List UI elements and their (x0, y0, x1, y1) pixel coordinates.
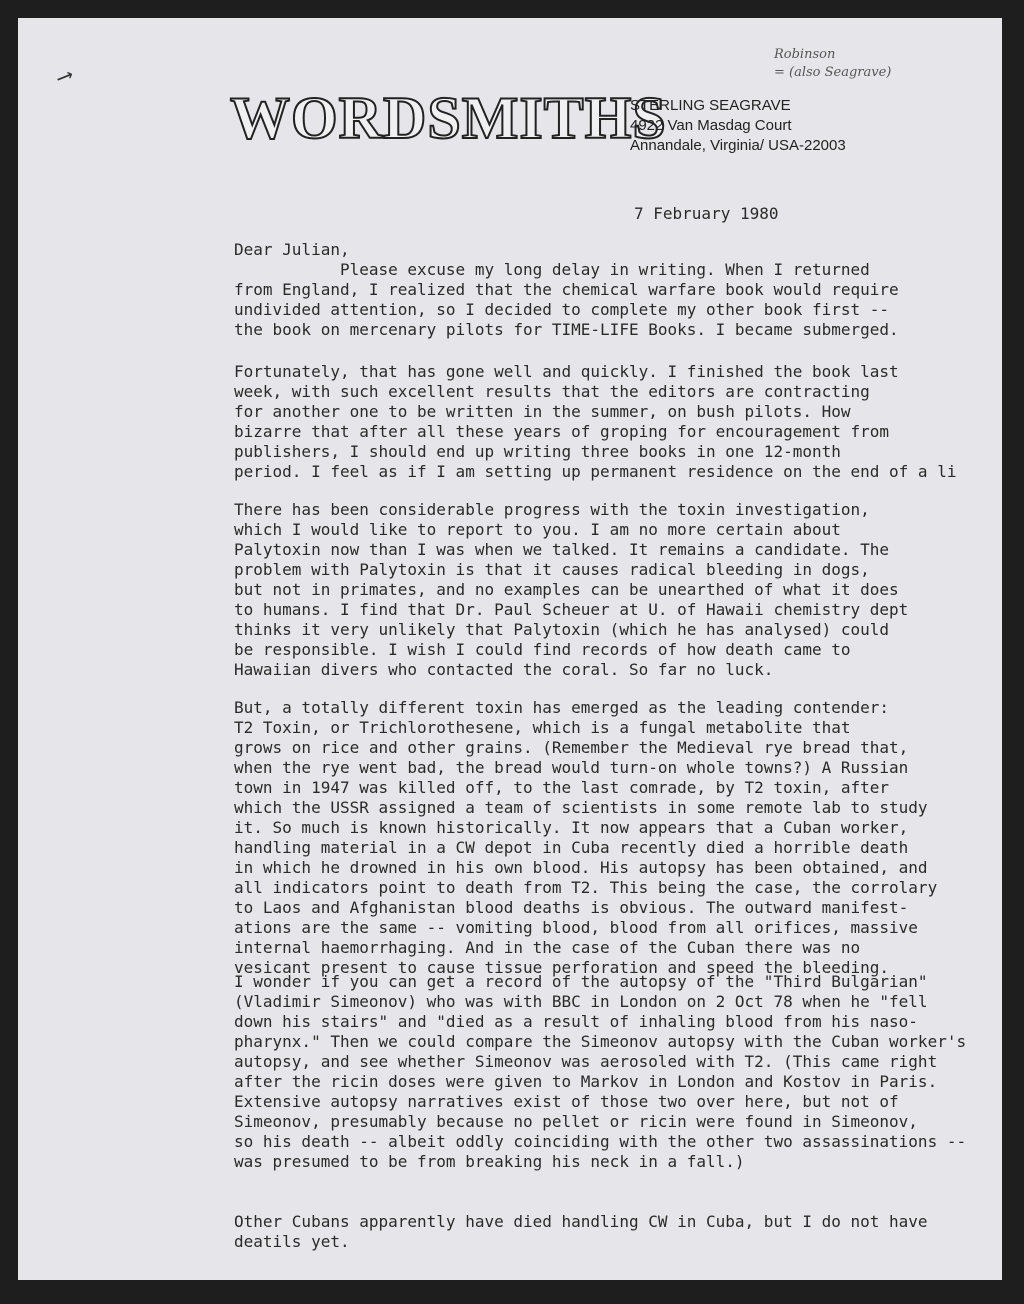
text-line: There has been considerable progress with the toxin investigation, (234, 500, 870, 519)
paragraph-5 (234, 972, 966, 1172)
text-line: autopsy, and see whether Simeonov was aerosoled with T2. (This came right (234, 1052, 938, 1071)
sender-name: STERLING SEAGRAVE (630, 97, 791, 114)
text-line: Other Cubans apparently have died handling CW in Cuba, but I do not have (234, 1212, 928, 1231)
text-line: the book on mercenary pilots for TIME-LIFE Books. I became submerged. (234, 320, 899, 339)
text-line: Hawaiian divers who contacted the coral. So far no luck. (234, 660, 774, 679)
paragraph-3 (234, 500, 908, 680)
text-line: problem with Palytoxin is that it causes radical bleeding in dogs, (234, 560, 870, 579)
text-line: Palytoxin now than I was when we talked. It remains a candidate. The (234, 540, 890, 559)
handwritten-note (774, 46, 891, 82)
text-line: town in 1947 was killed off, to the last comrade, by T2 toxin, after (234, 778, 890, 797)
text-line: (Vladimir Simeonov) who was with BBC in London on 2 Oct 78 when he "fell (234, 992, 928, 1011)
text-line: vesicant present to cause tissue perforation and speed the bleeding. (234, 958, 890, 977)
paragraph-1 (234, 260, 899, 340)
text-line: which I would like to report to you. I am no more certain about (234, 520, 841, 539)
text-line: internal haemorrhaging. And in the case of the Cuban there was no (234, 938, 861, 957)
handwritten-line-2: = (also Seagrave) (774, 65, 892, 80)
text-line: be responsible. I wish I could find records of how death came to (234, 640, 851, 659)
text-line: so his death -- albeit oddly coinciding with the other two assassinations -- (234, 1132, 967, 1151)
text-line: I wonder if you can get a record of the autopsy of the "Third Bulgarian" (234, 972, 928, 991)
paragraph-2 (234, 362, 956, 482)
text-line: after the ricin doses were given to Markov in London and Kostov in Paris. (234, 1072, 938, 1091)
paragraph-6 (234, 1212, 928, 1252)
sender-city: Annandale, Virginia/ USA-22003 (630, 137, 846, 154)
text-line: all indicators point to death from T2. This being the case, the corrolary (234, 878, 938, 897)
salutation: Dear Julian, (234, 240, 350, 259)
sender-street: 4922 Van Masdag Court (630, 117, 792, 134)
handwritten-line-1: Robinson (774, 47, 836, 62)
text-line: was presumed to be from breaking his neck in a fall.) (234, 1152, 745, 1171)
text-line: week, with such excellent results that the editors are contracting (234, 382, 870, 401)
text-line: T2 Toxin, or Trichlorothesene, which is a fungal metabolite that (234, 718, 851, 737)
text-line: Extensive autopsy narratives exist of those two over here, but not of (234, 1092, 899, 1111)
text-line: thinks it very unlikely that Palytoxin (which he has analysed) could (234, 620, 890, 639)
text-line: But, a totally different toxin has emerged as the leading contender: (234, 698, 890, 717)
text-line: for another one to be written in the summer, on bush pilots. How (234, 402, 851, 421)
text-line: it. So much is known historically. It now appears that a Cuban worker, (234, 818, 909, 837)
text-line: deatils yet. (234, 1232, 350, 1251)
text-line: to humans. I find that Dr. Paul Scheuer at U. of Hawaii chemistry dept (234, 600, 909, 619)
text-line: Please excuse my long delay in writing. When I returned (234, 260, 870, 279)
text-line: which the USSR assigned a team of scientists in some remote lab to study (234, 798, 928, 817)
text-line: publishers, I should end up writing three books in one 12-month (234, 442, 841, 461)
text-line: down his stairs" and "died as a result of inhaling blood from his naso- (234, 1012, 918, 1031)
text-line: undivided attention, so I decided to complete my other book first -- (234, 300, 890, 319)
text-line: from England, I realized that the chemical warfare book would require (234, 280, 899, 299)
text-line: when the rye went bad, the bread would turn-on whole towns?) A Russian (234, 758, 909, 777)
letter-page (18, 18, 1002, 1280)
text-line: period. I feel as if I am setting up permanent residence on the end of a li (234, 462, 957, 481)
letterhead-logo: WORDSMITHS (230, 85, 667, 151)
paragraph-4 (234, 698, 937, 978)
text-line: ations are the same -- vomiting blood, blood from all orifices, massive (234, 918, 918, 937)
text-line: but not in primates, and no examples can be unearthed of what it does (234, 580, 899, 599)
letter-date: 7 February 1980 (634, 204, 779, 223)
text-line: Fortunately, that has gone well and quickly. I finished the book last (234, 362, 899, 381)
text-line: to Laos and Afghanistan blood deaths is obvious. The outward manifest- (234, 898, 909, 917)
text-line: grows on rice and other grains. (Remember the Medieval rye bread that, (234, 738, 909, 757)
pen-mark-icon: ⟶ (53, 62, 76, 91)
letterhead-address (630, 96, 846, 156)
text-line: pharynx." Then we could compare the Simeonov autopsy with the Cuban worker's (234, 1032, 967, 1051)
text-line: bizarre that after all these years of groping for encouragement from (234, 422, 890, 441)
text-line: Simeonov, presumably because no pellet or ricin were found in Simeonov, (234, 1112, 918, 1131)
text-line: handling material in a CW depot in Cuba recently died a horrible death (234, 838, 909, 857)
text-line: in which he drowned in his own blood. His autopsy has been obtained, and (234, 858, 928, 877)
